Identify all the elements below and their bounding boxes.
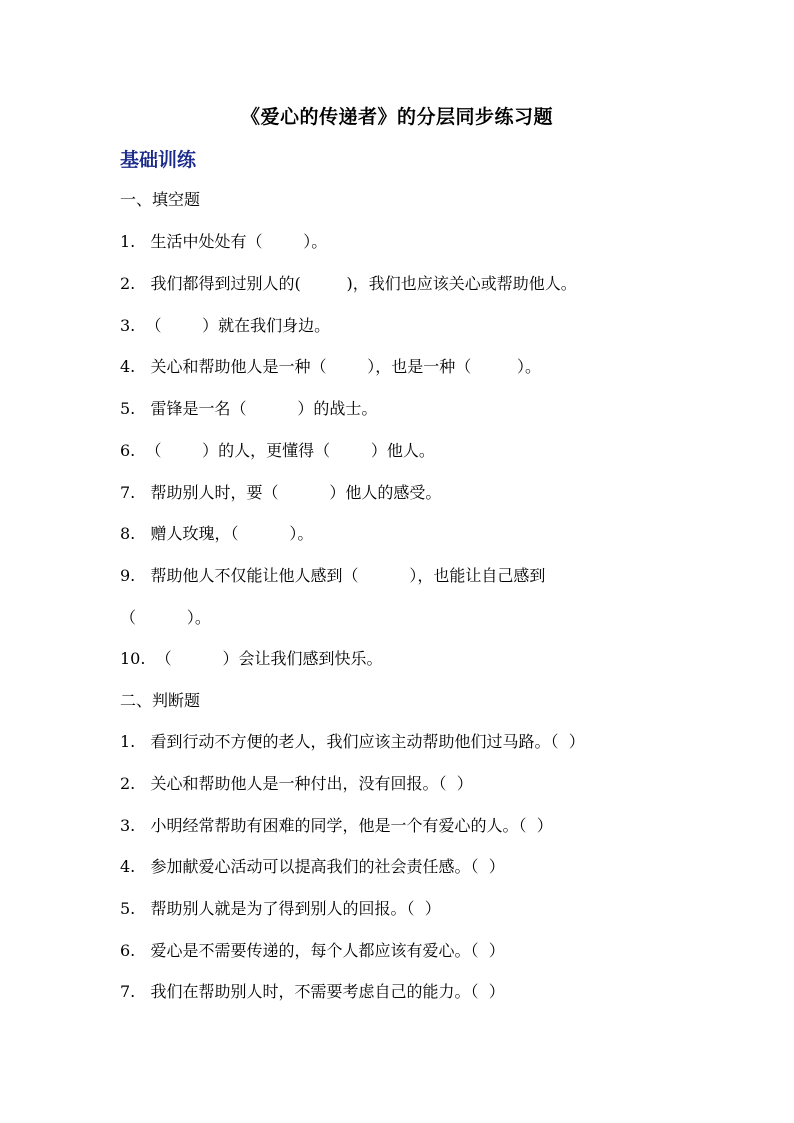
fill-blank-item: 2. 我们都得到过别人的( )，我们也应该关心或帮助他人。 <box>120 274 577 293</box>
true-false-item: 1. 看到行动不方便的老人，我们应该主动帮助他们过马路。（ ） <box>120 732 585 751</box>
true-false-item: 3. 小明经常帮助有困难的同学，他是一个有爱心的人。（ ） <box>120 816 553 835</box>
fill-blank-item: 9. 帮助他人不仅能让他人感到（ ），也能让自己感到 <box>120 566 546 585</box>
true-false-item: 4. 参加献爱心活动可以提高我们的社会责任感。（ ） <box>120 857 505 876</box>
section-basic-training: 基础训练 <box>120 149 197 171</box>
fill-blank-item: 8. 赠人玫瑰，（ ）。 <box>120 524 314 543</box>
true-false-item: 2. 关心和帮助他人是一种付出，没有回报。（ ） <box>120 774 473 793</box>
true-false-item: 7. 我们在帮助别人时，不需要考虑自己的能力。（ ） <box>120 982 505 1001</box>
fill-blank-item: 3. （ ）就在我们身边。 <box>120 316 331 335</box>
fill-blank-item: 6. （ ）的人，更懂得（ ）他人。 <box>120 441 435 460</box>
fill-blank-item: 5. 雷锋是一名（ ）的战士。 <box>120 399 378 418</box>
page-title: 《爱心的传递者》的分层同步练习题 <box>240 106 553 128</box>
fill-blank-item-continued: （ ）。 <box>120 608 211 627</box>
fill-blank-item: 10. （ ）会让我们感到快乐。 <box>120 649 383 668</box>
true-false-item: 5. 帮助别人就是为了得到别人的回报。（ ） <box>120 899 441 918</box>
true-false-heading: 二、判断题 <box>120 691 201 710</box>
fill-blank-heading: 一、填空题 <box>120 190 201 209</box>
true-false-item: 6. 爱心是不需要传递的，每个人都应该有爱心。（ ） <box>120 941 505 960</box>
fill-blank-item: 7. 帮助别人时，要（ ）他人的感受。 <box>120 483 442 502</box>
fill-blank-item: 1. 生活中处处有（ ）。 <box>120 232 328 251</box>
fill-blank-item: 4. 关心和帮助他人是一种（ ），也是一种（ ）。 <box>120 357 541 376</box>
